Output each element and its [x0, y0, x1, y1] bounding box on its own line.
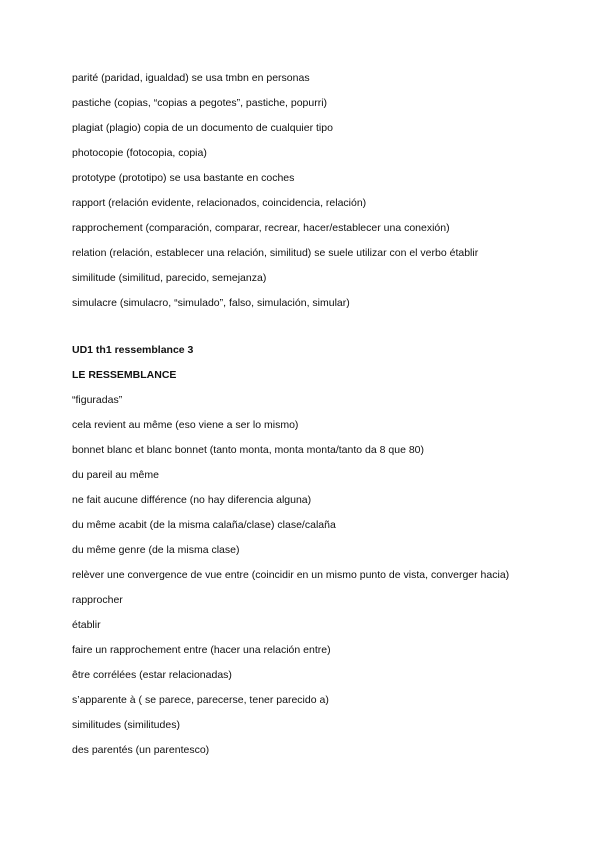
expression-entry: faire un rapprochement entre (hacer una relación entre) [72, 644, 331, 656]
vocab-entry-pastiche: pastiche (copias, “copias a pegotes”, pastiche, popurri) [72, 97, 328, 109]
document-body [72, 72, 528, 769]
expression-entry: bonnet blanc et blanc bonnet (tanto monta, monta monta/tanto da 8 que 80) [72, 444, 424, 456]
expression-entry: s’apparente à ( se parece, parecerse, tener parecido a) [72, 694, 329, 706]
expression-entry: du même acabit (de la misma calaña/clase) clase/calaña [72, 519, 336, 531]
expression-entry: ne fait aucune différence (no hay diferencia alguna) [72, 494, 312, 506]
expression-entry: être corrélées (estar relacionadas) [72, 669, 232, 681]
expression-entry: rapprocher [72, 594, 123, 606]
expression-entry: cela revient au même (eso viene a ser lo mismo) [72, 419, 299, 431]
section-ressemblance [72, 344, 528, 757]
vocab-entry-relation: relation (relación, establecer una relación, similitud) se suele utilizar con el verbo établir [72, 247, 479, 259]
section-heading-unit: UD1 th1 ressemblance 3 [72, 344, 194, 356]
expression-entry: du pareil au même [72, 469, 159, 481]
vocab-entry-rapport: rapport (relación evidente, relacionados, coincidencia, relación) [72, 197, 367, 209]
vocab-entry-parite: parité (paridad, igualdad) se usa tmbn en personas [72, 72, 310, 84]
vocab-entry-simulacre: simulacre (simulacro, “simulado”, falso, simulación, simular) [72, 297, 350, 309]
section-heading-title: LE RESSEMBLANCE [72, 369, 177, 381]
expression-entry: établir [72, 619, 101, 631]
vocab-entry-plagiat: plagiat (plagio) copia de un documento de cualquier tipo [72, 122, 333, 134]
vocab-entry-prototype: prototype (prototipo) se usa bastante en coches [72, 172, 295, 184]
expression-entry: du même genre (de la misma clase) [72, 544, 240, 556]
expression-entry: “figuradas” [72, 394, 123, 406]
vocab-entry-similitude: similitude (similitud, parecido, semejanza) [72, 272, 267, 284]
expression-entry: des parentés (un parentesco) [72, 744, 210, 756]
expression-entry: relèver une convergence de vue entre (coincidir en un mismo punto de vista, converger hacia) [72, 569, 510, 581]
expression-entry: similitudes (similitudes) [72, 719, 180, 731]
vocab-entry-rapprochement: rapprochement (comparación, comparar, recrear, hacer/establecer una conexión) [72, 222, 450, 234]
vocab-entry-photocopie: photocopie (fotocopia, copia) [72, 147, 207, 159]
vocabulary-list-1 [72, 72, 528, 310]
